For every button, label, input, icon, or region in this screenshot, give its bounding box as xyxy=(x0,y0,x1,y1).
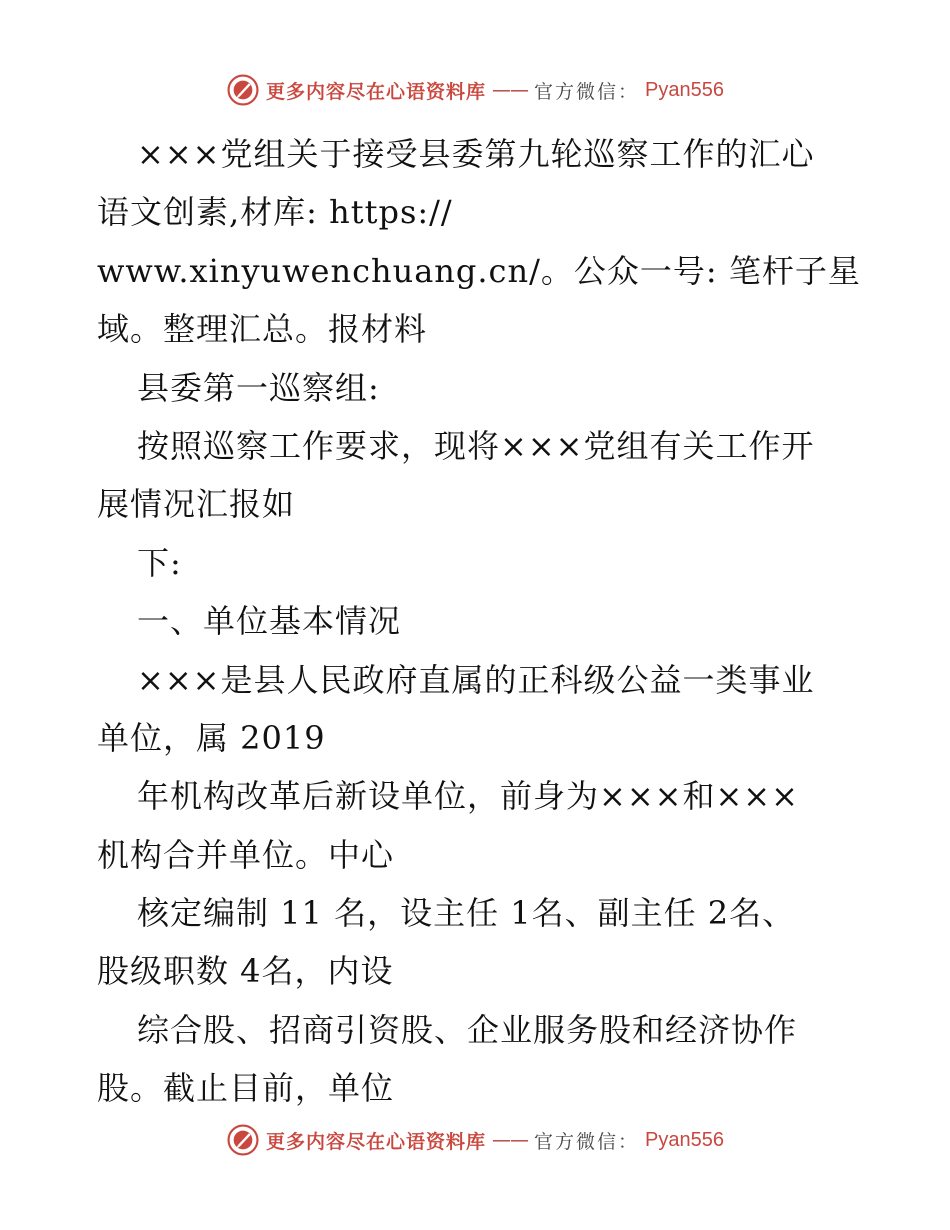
doc-line: 年机构改革后新设单位，前身为×××和××× xyxy=(137,777,799,816)
doc-line: ×××是县人民政府直属的正科级公益一类事业 xyxy=(137,660,815,699)
banner-brand-text: 更多内容尽在心语资料库 xyxy=(266,1130,487,1153)
banner-official-label: 官方微信： xyxy=(534,1130,640,1153)
header-banner xyxy=(0,70,950,110)
section-heading: 一、单位基本情况 xyxy=(137,602,402,641)
doc-line: 语文创素,材库: https:// xyxy=(97,193,453,232)
banner-brand-text: 更多内容尽在心语资料库 xyxy=(266,80,487,103)
footer-banner xyxy=(0,1120,950,1160)
doc-line: 股级职数 4名，内设 xyxy=(97,952,394,991)
doc-line: 综合股、招商引资股、企业服务股和经济协作 xyxy=(137,1010,798,1049)
doc-line: 按照巡察工作要求，现将×××党组有关工作开 xyxy=(137,426,815,465)
banner-dash: —— xyxy=(492,1129,529,1151)
doc-line: 下: xyxy=(137,543,182,582)
doc-line: 展情况汇报如 xyxy=(97,485,296,524)
doc-line: 股。截止目前，单位 xyxy=(97,1069,395,1108)
quill-seal-logo-icon xyxy=(226,1123,260,1157)
doc-line: 单位，属 2019 xyxy=(97,718,326,757)
banner-official-label: 官方微信： xyxy=(534,80,640,103)
doc-line: 域。整理汇总。报材料 xyxy=(97,310,428,349)
banner-dash: —— xyxy=(492,79,529,101)
doc-line: 县委第一巡察组: xyxy=(137,368,380,407)
banner-wechat-id: Pyan556 xyxy=(645,1128,724,1151)
doc-line: ×××党组关于接受县委第九轮巡察工作的汇心 xyxy=(137,135,815,173)
banner-wechat-id: Pyan556 xyxy=(645,78,724,101)
doc-line: www.xinyuwenchuang.cn/。公众一号: 笔杆子星 xyxy=(97,251,861,290)
quill-seal-logo-icon xyxy=(226,73,260,107)
doc-line: 机构合并单位。中心 xyxy=(97,835,395,874)
doc-line: 核定编制 11 名，设主任 1名、副主任 2名、 xyxy=(137,894,796,933)
document-body xyxy=(97,125,861,1118)
